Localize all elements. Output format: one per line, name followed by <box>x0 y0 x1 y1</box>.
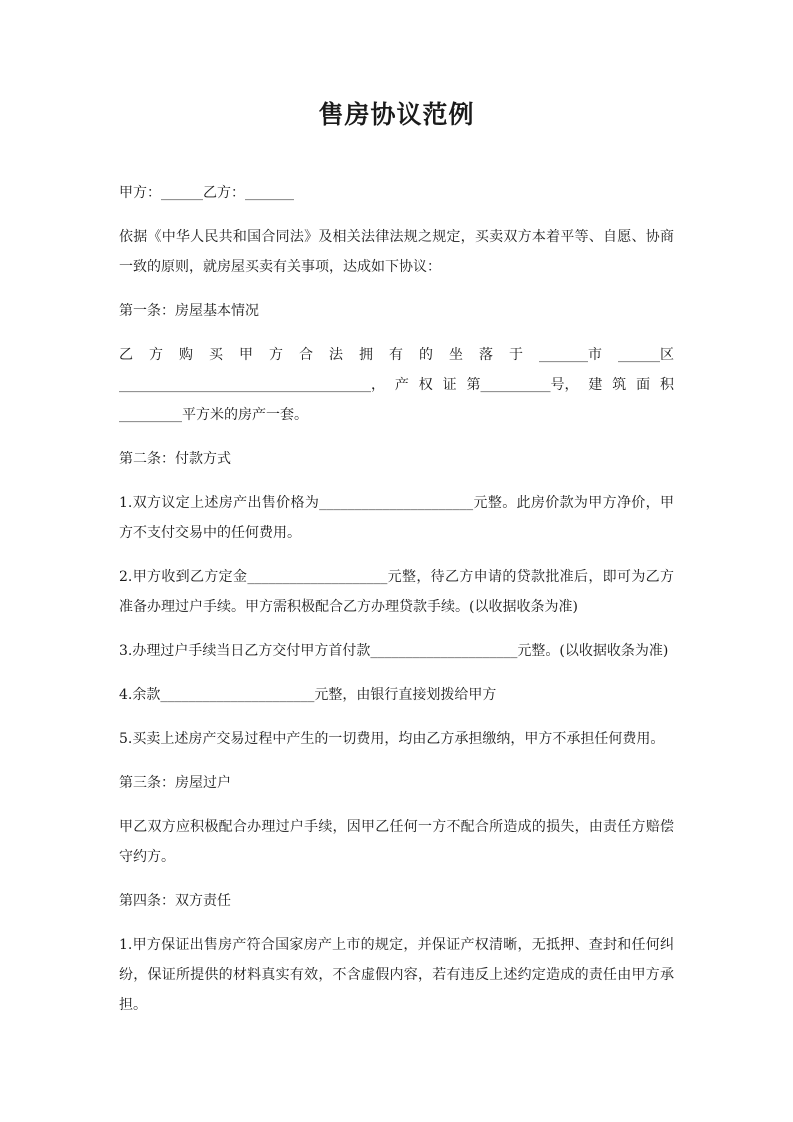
article-3-text: 甲乙双方应积极配合办理过户手续，因甲乙任何一方不配合所造成的损失，由责任方赔偿守约方。 <box>119 819 674 865</box>
article-4-heading: 第四条：双方责任 <box>119 893 231 909</box>
char: 筑 <box>612 377 627 393</box>
char: 乙 <box>119 347 133 363</box>
article-2-item-2: 2.甲方收到乙方定金____________________元整，待乙方申请的贷款批准后，即可为乙方准备办理过户手续。甲方需积极配合乙方办理贷款手续。(以收据收条为准) <box>119 569 674 615</box>
article-2-heading: 第二条：付款方式 <box>119 451 231 467</box>
article-1-line-2 <box>119 370 674 400</box>
article-2-item-1: 1.双方议定上述房产出售价格为______________________元整。此房价款为甲方净价，甲方不支付交易中的任何费用。 <box>119 495 674 541</box>
char: 落 <box>479 347 493 363</box>
char: 积 <box>660 377 674 393</box>
char: 建 <box>588 377 603 393</box>
article-1-line-3: _________平方米的房产一套。 <box>119 407 308 423</box>
article-4-item-1: 1.甲方保证出售房产符合国家房产上市的规定，并保证产权清晰，无抵押、查封和任何纠纷，保证所提供的材料真实有效，不含虚假内容，若有违反上述约定造成的责任由甲方承担。 <box>119 937 674 1013</box>
char: 方 <box>269 347 283 363</box>
char: 拥 <box>359 347 373 363</box>
char: 甲 <box>239 347 253 363</box>
address-blank: ____________________________________， <box>119 377 385 393</box>
article-1-body <box>119 340 674 430</box>
parties-line: 甲方：______乙方：_______ <box>119 185 294 201</box>
article-2-item-3: 3.办理过户手续当日乙方交付甲方首付款_____________________元整。(以收据收条为准) <box>119 643 669 659</box>
char: 权 <box>418 377 433 393</box>
article-2-item-5: 5.买卖上述房产交易过程中产生的一切费用，均由乙方承担缴纳，甲方不承担任何费用。 <box>119 731 665 747</box>
intro-paragraph: 依据《中华人民共和国合同法》及相关法律法规之规定，买卖双方本着平等、自愿、协商一致的原则，就房屋买卖有关事项，达成如下协议： <box>119 229 674 275</box>
char: 买 <box>209 347 223 363</box>
char: 有 <box>389 347 403 363</box>
article-3-heading: 第三条：房屋过户 <box>119 775 231 791</box>
char: 购 <box>179 347 193 363</box>
city-blank: _______市 <box>539 347 602 363</box>
char: 面 <box>636 377 651 393</box>
char: 证 <box>442 377 457 393</box>
article-1-line-1 <box>119 340 674 370</box>
char: 法 <box>329 347 343 363</box>
char: 合 <box>299 347 313 363</box>
document-title: 售房协议范例 <box>318 100 475 129</box>
certificate-blank: 第__________号， <box>466 377 579 393</box>
char: 产 <box>394 377 409 393</box>
char: 的 <box>419 347 433 363</box>
char: 坐 <box>449 347 463 363</box>
char: 于 <box>509 347 523 363</box>
article-1-heading: 第一条：房屋基本情况 <box>119 303 259 319</box>
district-blank: ______区 <box>618 347 674 363</box>
char: 方 <box>149 347 163 363</box>
article-2-item-4: 4.余款______________________元整，由银行直接划拨给甲方 <box>119 687 497 703</box>
